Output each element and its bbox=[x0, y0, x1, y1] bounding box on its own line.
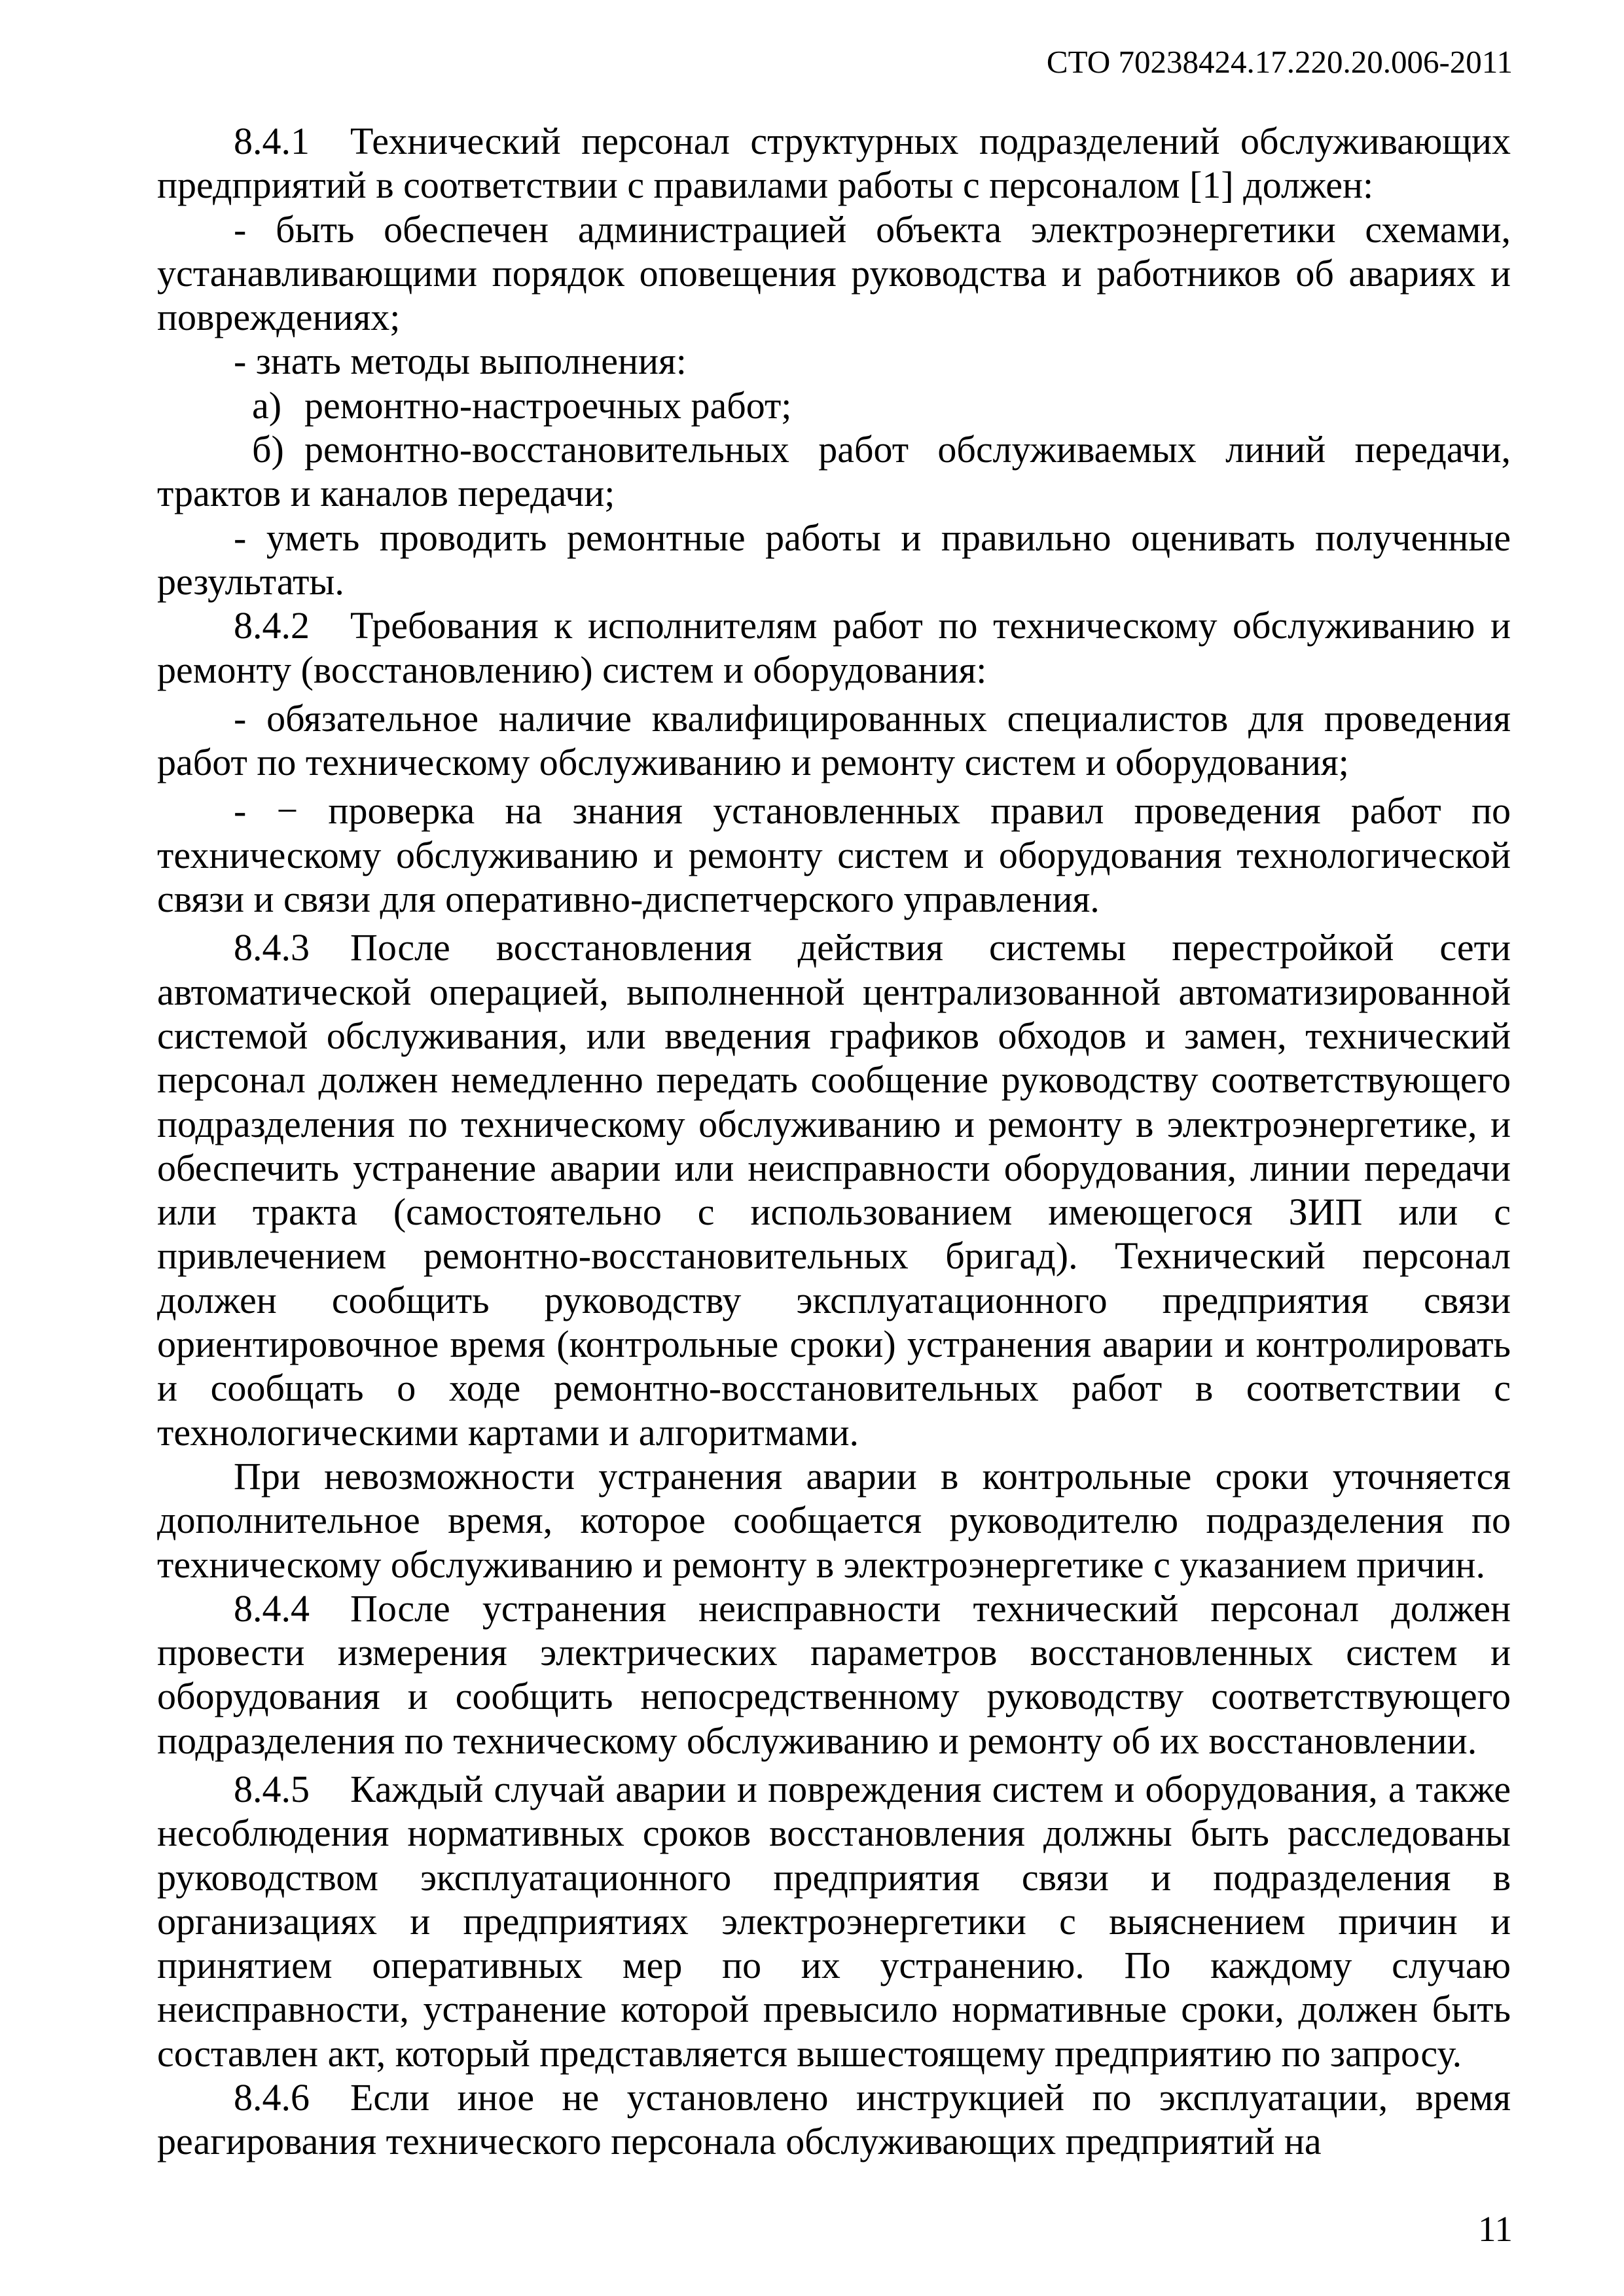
list-item: - − проверка на знания установленных правил проведения работ по техническому обслуживанию и ремонту систем и оборудования технологической связи и связи для оперативно-диспетчерского управления. bbox=[157, 789, 1511, 921]
clause-number: 8.4.3 bbox=[234, 926, 310, 969]
sub-item-letter: б) bbox=[252, 428, 284, 471]
document-code-header: СТО 70238424.17.220.20.006-2011 bbox=[1046, 44, 1513, 80]
paragraph-8-4-2 bbox=[157, 603, 1511, 692]
paragraph-8-4-5 bbox=[157, 1767, 1511, 2075]
paragraph-8-4-3 bbox=[157, 925, 1511, 1454]
paragraph-8-4-6 bbox=[157, 2075, 1511, 2164]
paragraph-text: Каждый случай аварии и повреждения систем и оборудования, а также несоблюдения нормативных сроков восстановления должны быть расследованы руководством эксплуатационного предприятия связи и подразделения в организациях и предприятиях электроэнергетики с выяснением причин и принятием оперативных мер по их устранению. По каждому случаю неисправности, устранение которой превысило нормативные сроки, должен быть составлен акт, который представляется вышестоящему предприятию по запросу. bbox=[157, 1767, 1511, 2075]
sub-list-item-b bbox=[157, 427, 1511, 516]
list-item: - уметь проводить ремонтные работы и правильно оценивать полученные результаты. bbox=[157, 516, 1511, 603]
paragraph-text: После восстановления действия системы перестройкой сети автоматической операцией, выполненной централизованной автоматизированной системой обслуживания, или введения графиков обходов и замен, технический персонал должен немедленно передать сообщение руководству соответствующего подразделения по техническому обслуживанию и ремонту в электроэнергетике, и обеспечить устранение аварии или неисправности оборудования, линии передачи или тракта (самостоятельно с использованием имеющегося ЗИП или с привлечением ремонтно-восстановительных бригад). Технический персонал должен сообщить руководству эксплуатационного предприятия связи ориентировочное время (контрольные сроки) устранения аварии и контролировать и сообщать о ходе ремонтно-восстановительных работ в соответствии с технологическими картами и алгоритмами. bbox=[157, 926, 1511, 1454]
paragraph-8-4-1 bbox=[157, 119, 1511, 207]
clause-number: 8.4.2 bbox=[234, 604, 310, 647]
clause-number: 8.4.5 bbox=[234, 1767, 310, 1810]
sub-item-text: ремонтно-восстановительных работ обслуживаемых линий передачи, трактов и каналов передачи; bbox=[157, 428, 1511, 515]
paragraph-8-4-4 bbox=[157, 1587, 1511, 1763]
paragraph-text: Если иное не установлено инструкцией по эксплуатации, время реагирования технического персонала обслуживающих предприятий на bbox=[157, 2076, 1511, 2163]
list-item: - быть обеспечен администрацией объекта электроэнергетики схемами, устанавливающими порядок оповещения руководства и работников об авариях и повреждениях; bbox=[157, 207, 1511, 339]
list-item: - знать методы выполнения: bbox=[234, 340, 687, 383]
paragraph-text: Технический персонал структурных подразделений обслуживающих предприятий в соответствии с правилами работы с персоналом [1] должен: bbox=[157, 120, 1511, 207]
page-number: 11 bbox=[1478, 2209, 1513, 2249]
clause-number: 8.4.6 bbox=[234, 2076, 310, 2119]
sub-list-item-a bbox=[157, 384, 1511, 427]
paragraph-continuation: При невозможности устранения аварии в контрольные сроки уточняется дополнительное время, которое сообщается руководителю подразделения по техническому обслуживанию и ремонту в электроэнергетике с указанием причин. bbox=[157, 1454, 1511, 1586]
sub-item-text: ремонтно-настроечных работ; bbox=[304, 384, 792, 427]
list-item: - обязательное наличие квалифицированных специалистов для проведения работ по техническому обслуживанию и ремонту систем и оборудования; bbox=[157, 696, 1511, 784]
document-body bbox=[157, 119, 1511, 2164]
sub-item-letter: а) bbox=[252, 384, 282, 427]
clause-number: 8.4.1 bbox=[234, 120, 310, 162]
clause-number: 8.4.4 bbox=[234, 1587, 310, 1630]
paragraph-text: Требования к исполнителям работ по техническому обслуживанию и ремонту (восстановлению) систем и оборудования: bbox=[157, 604, 1511, 691]
paragraph-text: После устранения неисправности технический персонал должен провести измерения электрических параметров восстановленных систем и оборудования и сообщить непосредственному руководству соответствующего подразделения по техническому обслуживанию и ремонту об их восстановлении. bbox=[157, 1587, 1511, 1762]
